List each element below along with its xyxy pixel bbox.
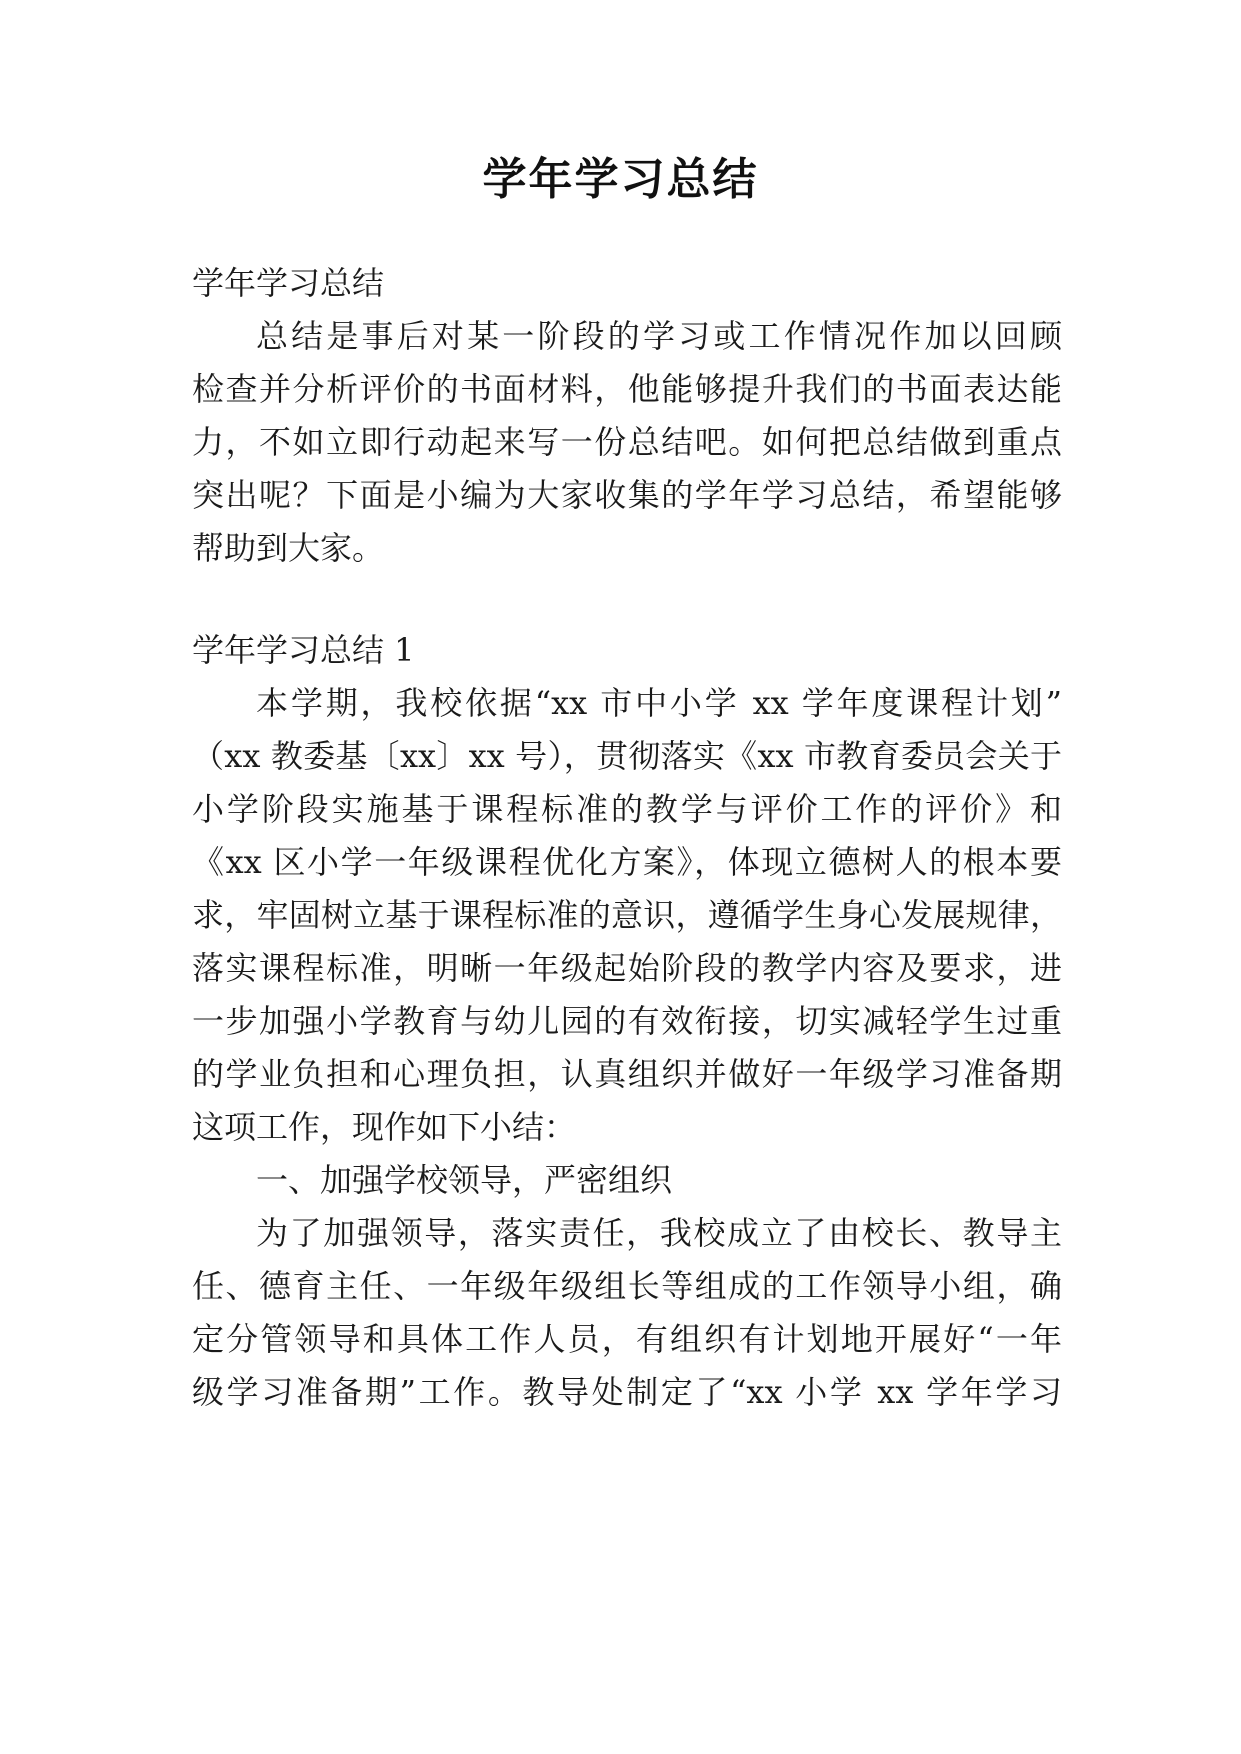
paragraph-line: 求，牢固树立基于课程标准的意识，遵循学生身心发展规律，: [192, 896, 1062, 934]
paragraph-line: 任、德育主任、一年级年级组长等组成的工作领导小组，确: [192, 1267, 1062, 1305]
paragraph-line: 小学阶段实施基于课程标准的教学与评价工作的评价》和: [192, 790, 1062, 828]
paragraph-line: 落实课程标准，明晰一年级起始阶段的教学内容及要求，进: [192, 949, 1062, 987]
paragraph-line: 定分管领导和具体工作人员，有组织有计划地开展好“一年: [192, 1320, 1062, 1358]
section-heading-1: 学年学习总结 1: [192, 631, 415, 669]
paragraph-line: 本学期，我校依据“xx 市中小学 xx 学年度课程计划”: [256, 684, 1062, 722]
paragraph-line: 一步加强小学教育与幼儿园的有效衔接，切实减轻学生过重: [192, 1002, 1062, 1040]
paragraph-line: （xx 教委基〔xx〕xx 号），贯彻落实《xx 市教育委员会关于: [192, 737, 1062, 775]
paragraph-line: 突出呢？下面是小编为大家收集的学年学习总结，希望能够: [192, 476, 1062, 514]
paragraph-line: 检查并分析评价的书面材料，他能够提升我们的书面表达能: [192, 370, 1062, 408]
paragraph-line: 总结是事后对某一阶段的学习或工作情况作加以回顾: [256, 317, 1062, 355]
section-heading-intro: 学年学习总结: [192, 264, 385, 302]
paragraph-line: 力，不如立即行动起来写一份总结吧。如何把总结做到重点: [192, 423, 1062, 461]
paragraph-line: 帮助到大家。: [192, 529, 385, 567]
document-title: 学年学习总结: [482, 154, 759, 205]
paragraph-line: 的学业负担和心理负担，认真组织并做好一年级学习准备期: [192, 1055, 1062, 1093]
paragraph-line: 《xx 区小学一年级课程优化方案》，体现立德树人的根本要: [192, 843, 1062, 881]
paragraph-line: 这项工作，现作如下小结：: [192, 1108, 577, 1146]
paragraph-line: 级学习准备期”工作。教导处制定了“xx 小学 xx 学年学习: [192, 1373, 1062, 1411]
subsection-heading: 一、加强学校领导，严密组织: [256, 1161, 673, 1199]
paragraph-line: 为了加强领导，落实责任，我校成立了由校长、教导主: [256, 1214, 1062, 1252]
